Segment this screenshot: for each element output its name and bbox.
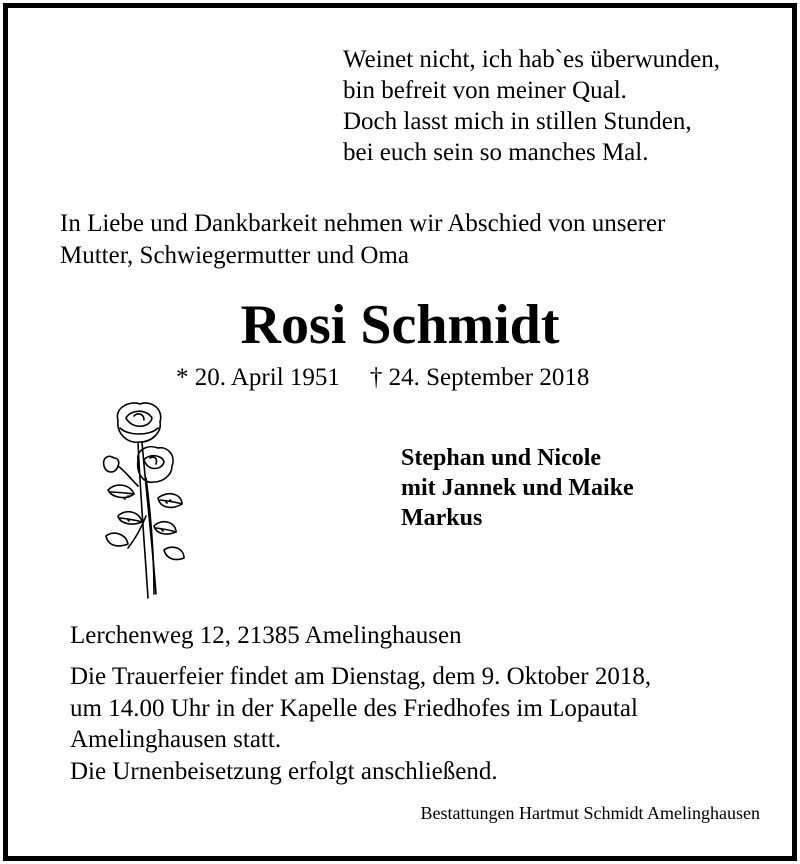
ceremony-line: Die Urnenbeisetzung erfolgt anschließend. <box>70 757 498 785</box>
ceremony-notice <box>70 661 651 787</box>
address: Lerchenweg 12, 21385 Amelinghausen <box>70 622 462 649</box>
family-signature <box>401 443 634 533</box>
poem-line: bei euch sein so manches Mal. <box>343 139 649 166</box>
poem-line: Weinet nicht, ich hab`es überwunden, <box>343 46 721 73</box>
undertaker-credit: Bestattungen Hartmut Schmidt Amelinghausen <box>420 803 760 823</box>
poem-line: Doch lasst mich in stillen Stunden, <box>343 108 692 135</box>
intro-line: In Liebe und Dankbarkeit nehmen wir Abschied von unserer <box>60 210 666 237</box>
ceremony-line: Die Trauerfeier findet am Dienstag, dem 9. Oktober 2018, <box>70 663 652 690</box>
rose-illustration-icon <box>88 398 198 604</box>
family-line: mit Jannek und Maike <box>401 475 634 501</box>
intro-line: Mutter, Schwiegermutter und Oma <box>60 242 409 269</box>
ceremony-line: Amelinghausen statt. <box>70 726 282 753</box>
birth-date: * 20. April 1951 <box>176 364 340 391</box>
family-line: Stephan und Nicole <box>401 445 602 471</box>
ceremony-line: um 14.00 Uhr in der Kapelle des Friedhofes im Lopautal <box>70 694 638 722</box>
family-line: Markus <box>401 505 483 531</box>
poem <box>343 44 720 168</box>
farewell-intro <box>60 208 665 272</box>
deceased-name: Rosi Schmidt <box>240 294 560 356</box>
poem-line: bin befreit von meiner Qual. <box>343 77 627 104</box>
death-date: † 24. September 2018 <box>369 364 590 391</box>
life-dates <box>176 362 589 394</box>
